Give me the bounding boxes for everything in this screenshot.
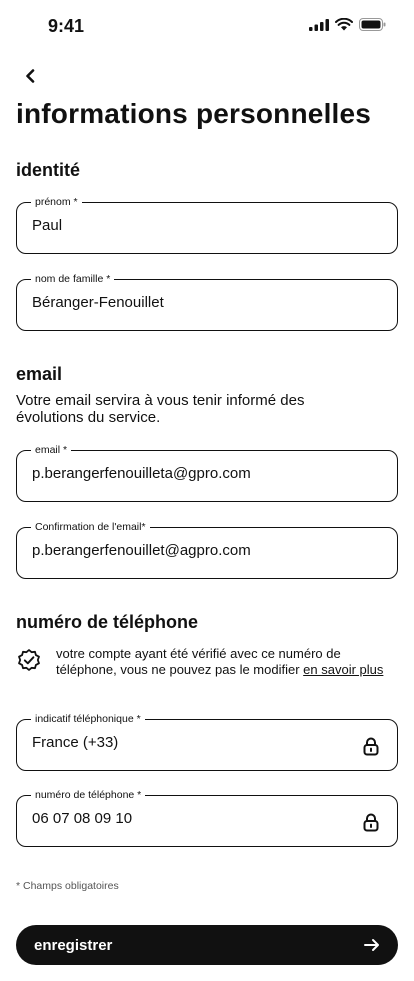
- lock-icon: [361, 812, 381, 832]
- learn-more-link[interactable]: en savoir plus: [303, 662, 384, 677]
- phone-number-label: numéro de téléphone *: [31, 788, 145, 802]
- chevron-left-icon: [25, 69, 35, 83]
- first-name-label: prénom *: [31, 195, 82, 209]
- first-name-input[interactable]: [32, 217, 352, 234]
- email-confirm-input[interactable]: [32, 542, 352, 559]
- section-title-identity: identité: [16, 160, 81, 180]
- section-title-email: email: [16, 364, 63, 384]
- page-title: informations personnelles: [16, 98, 372, 129]
- back-button[interactable]: [18, 64, 42, 88]
- email-description: Votre email servira à vous tenir informé des évolutions du service.: [16, 392, 305, 426]
- email-input[interactable]: [32, 465, 352, 482]
- required-fields-note: * Champs obligatoires: [16, 880, 119, 892]
- arrow-right-icon: [364, 938, 380, 952]
- save-button-label: enregistrer: [34, 936, 113, 954]
- last-name-label: nom de famille *: [31, 272, 114, 286]
- email-field[interactable]: [16, 444, 398, 502]
- verified-note-text: [56, 646, 401, 678]
- country-code-input: [32, 734, 352, 751]
- country-code-label: indicatif téléphonique *: [31, 712, 145, 726]
- country-code-field: [16, 713, 398, 771]
- status-icons: [309, 18, 386, 31]
- section-title-phone: numéro de téléphone: [16, 612, 199, 632]
- first-name-field[interactable]: [16, 196, 398, 254]
- battery-icon: [359, 18, 386, 31]
- signal-icon: [309, 19, 329, 31]
- phone-number-input: [32, 810, 352, 827]
- status-bar: [0, 0, 414, 48]
- last-name-field[interactable]: [16, 273, 398, 331]
- save-button[interactable]: [16, 925, 398, 965]
- email-confirm-field[interactable]: [16, 521, 398, 579]
- verified-note-body: votre compte ayant été vérifié avec ce numéro de téléphone, vous ne pouvez pas le modifier: [56, 646, 341, 677]
- status-time: 9:41: [48, 16, 85, 36]
- phone-number-field: [16, 789, 398, 847]
- last-name-input[interactable]: [32, 294, 352, 311]
- verified-badge-icon: [16, 648, 42, 674]
- lock-icon: [361, 736, 381, 756]
- email-confirm-label: Confirmation de l'email*: [31, 520, 150, 534]
- wifi-icon: [335, 18, 353, 31]
- email-label: email *: [31, 443, 71, 457]
